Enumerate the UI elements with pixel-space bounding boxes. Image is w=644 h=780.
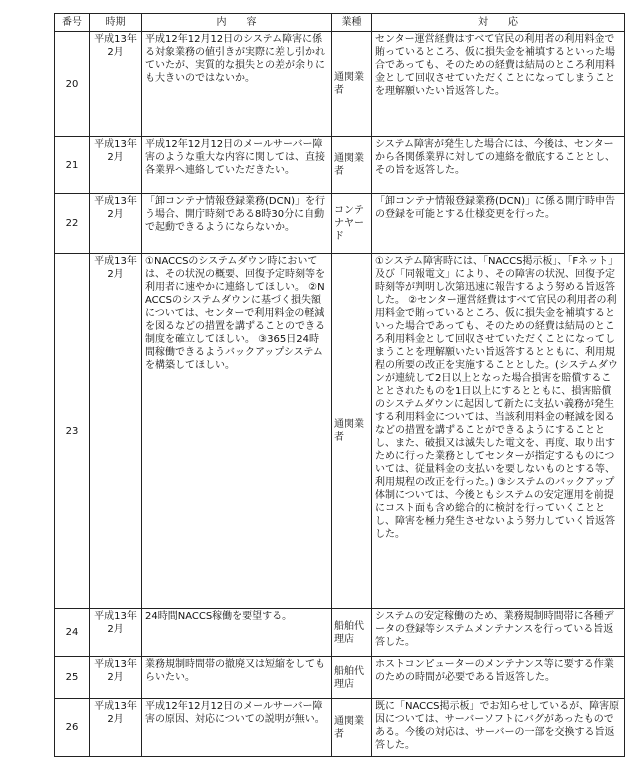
row-response: システムの安定稼働のため、業務規制時間帯に各種データの登録等システムメンテナンスを行っている旨返答した。 [372, 609, 625, 657]
table-row [55, 609, 625, 657]
table-row [55, 254, 625, 609]
row-content: 平成12年12月12日のシステム障害に係る対象業務の値引きが実際に差し引かれていたが、実質的な損失との差が余りにも大きいのではないか。 [142, 32, 332, 137]
row-content: 「卸コンテナ情報登録業務(DCN)」を行う場合、開庁時刻である8時30分に自動で起動できるようにならないか。 [142, 194, 332, 254]
row-period: 平成13年 2月 [90, 657, 142, 699]
row-type: 船舶代理店 [332, 609, 372, 657]
row-period: 平成13年 2月 [90, 137, 142, 194]
row-type: 通関業者 [332, 32, 372, 137]
row-type: コンテナヤード [332, 194, 372, 254]
row-response: システム障害が発生した場合には、今後は、センターから各関係業界に対しての連絡を徹底することとし、その旨を返答した。 [372, 137, 625, 194]
row-response: 「卸コンテナ情報登録業務(DCN)」に係る開庁時申告の登録を可能とする仕様変更を行った。 [372, 194, 625, 254]
row-no: 25 [55, 657, 90, 699]
row-type: 通関業者 [332, 254, 372, 609]
row-period: 平成13年 2月 [90, 194, 142, 254]
header-response: 対 応 [372, 14, 625, 32]
table-row [55, 32, 625, 137]
row-response: ホストコンピューターのメンテナンス等に要する作業のための時間が必要である旨返答した。 [372, 657, 625, 699]
table-row [55, 699, 625, 757]
row-response: 既に「NACCS掲示板」でお知らせしているが、障害原因については、サーバーソフトにバグがあったものである。今後の対応は、サーバーの一部を交換する旨返答した。 [372, 699, 625, 757]
row-content: ①NACCSのシステムダウン時においては、その状況の概要、回復予定時刻等を利用者に速やかに連絡してほしい。 ②NACCSのシステムダウンに基づく損失額については、センターで利用料金の軽減を図るなどの措置を講ずることのできる制度を確立してほしい。 ③365日24時間稼働できるようバックアップシステムを構築してほしい。 [142, 254, 332, 609]
row-no: 23 [55, 254, 90, 609]
header-no: 番号 [55, 14, 90, 32]
row-no: 20 [55, 32, 90, 137]
row-response: センター運営経費はすべて官民の利用者の利用料金で賄っているところ、仮に損失金を補填するといった場合であっても、そのための経費は結局のところ利用料金として回収させていただくことになってしまうことを理解願いたい旨返答した。 [372, 32, 625, 137]
row-period: 平成13年 2月 [90, 699, 142, 757]
row-content: 平成12年12月12日のメールサーバー障害の原因、対応についての説明が無い。 [142, 699, 332, 757]
row-content: 業務規制時間帯の撤廃又は短縮をしてもらいたい。 [142, 657, 332, 699]
table-row [55, 137, 625, 194]
row-type: 通関業者 [332, 699, 372, 757]
header-row [55, 14, 625, 32]
table-row [55, 194, 625, 254]
row-no: 22 [55, 194, 90, 254]
table-row [55, 657, 625, 699]
row-period: 平成13年 2月 [90, 609, 142, 657]
header-type: 業種 [332, 14, 372, 32]
header-period: 時期 [90, 14, 142, 32]
row-type: 船舶代理店 [332, 657, 372, 699]
header-content: 内 容 [142, 14, 332, 32]
row-no: 21 [55, 137, 90, 194]
consultation-table [54, 13, 625, 757]
row-no: 26 [55, 699, 90, 757]
row-period: 平成13年 2月 [90, 32, 142, 137]
row-type: 通関業者 [332, 137, 372, 194]
row-period: 平成13年 2月 [90, 254, 142, 609]
row-no: 24 [55, 609, 90, 657]
row-content: 平成12年12月12日のメールサーバー障害のような重大な内容に関しては、直接各業界へ連絡していただきたい。 [142, 137, 332, 194]
row-content: 24時間NACCS稼働を要望する。 [142, 609, 332, 657]
row-response: ①システム障害時には、「NACCS掲示板」、「Fネット」及び「同報電文」により、その障害の状況、回復予定時刻等が判明し次第迅速に報告するよう努める旨返答した。 ②センター運営経費はすべて官民の利用者の利用料金で賄っているところ、仮に損失金を補填するといった場合であっても、そのための経費は結局のところ利用料金として回収させていただくことになってしまうことを理解願いたい旨返答するとともに、利用規程の所要の改正を実施することとした。(システムダウンが連続して2日以上となった場合損害を賠償することとされたものを1日以上にするとともに、損害賠償のシステムダウンに起因して新たに支払い義務が発生する利用料金については、当該利用料金の軽減を図るなどの措置を講ずることができるようにすることとし、また、破損又は滅失した電文を、再度、取り出すために行った業務としてセンターが指定するものについては、従量料金の支払いを要しないものとする等、利用規程の改正を行った。) ③システムのバックアップ体制については、今後ともシステムの安定運用を前提にコスト面も含め総合的に検討を行っていくこととし、障害を極力発生させないよう努力していく旨返答した。 [372, 254, 625, 609]
